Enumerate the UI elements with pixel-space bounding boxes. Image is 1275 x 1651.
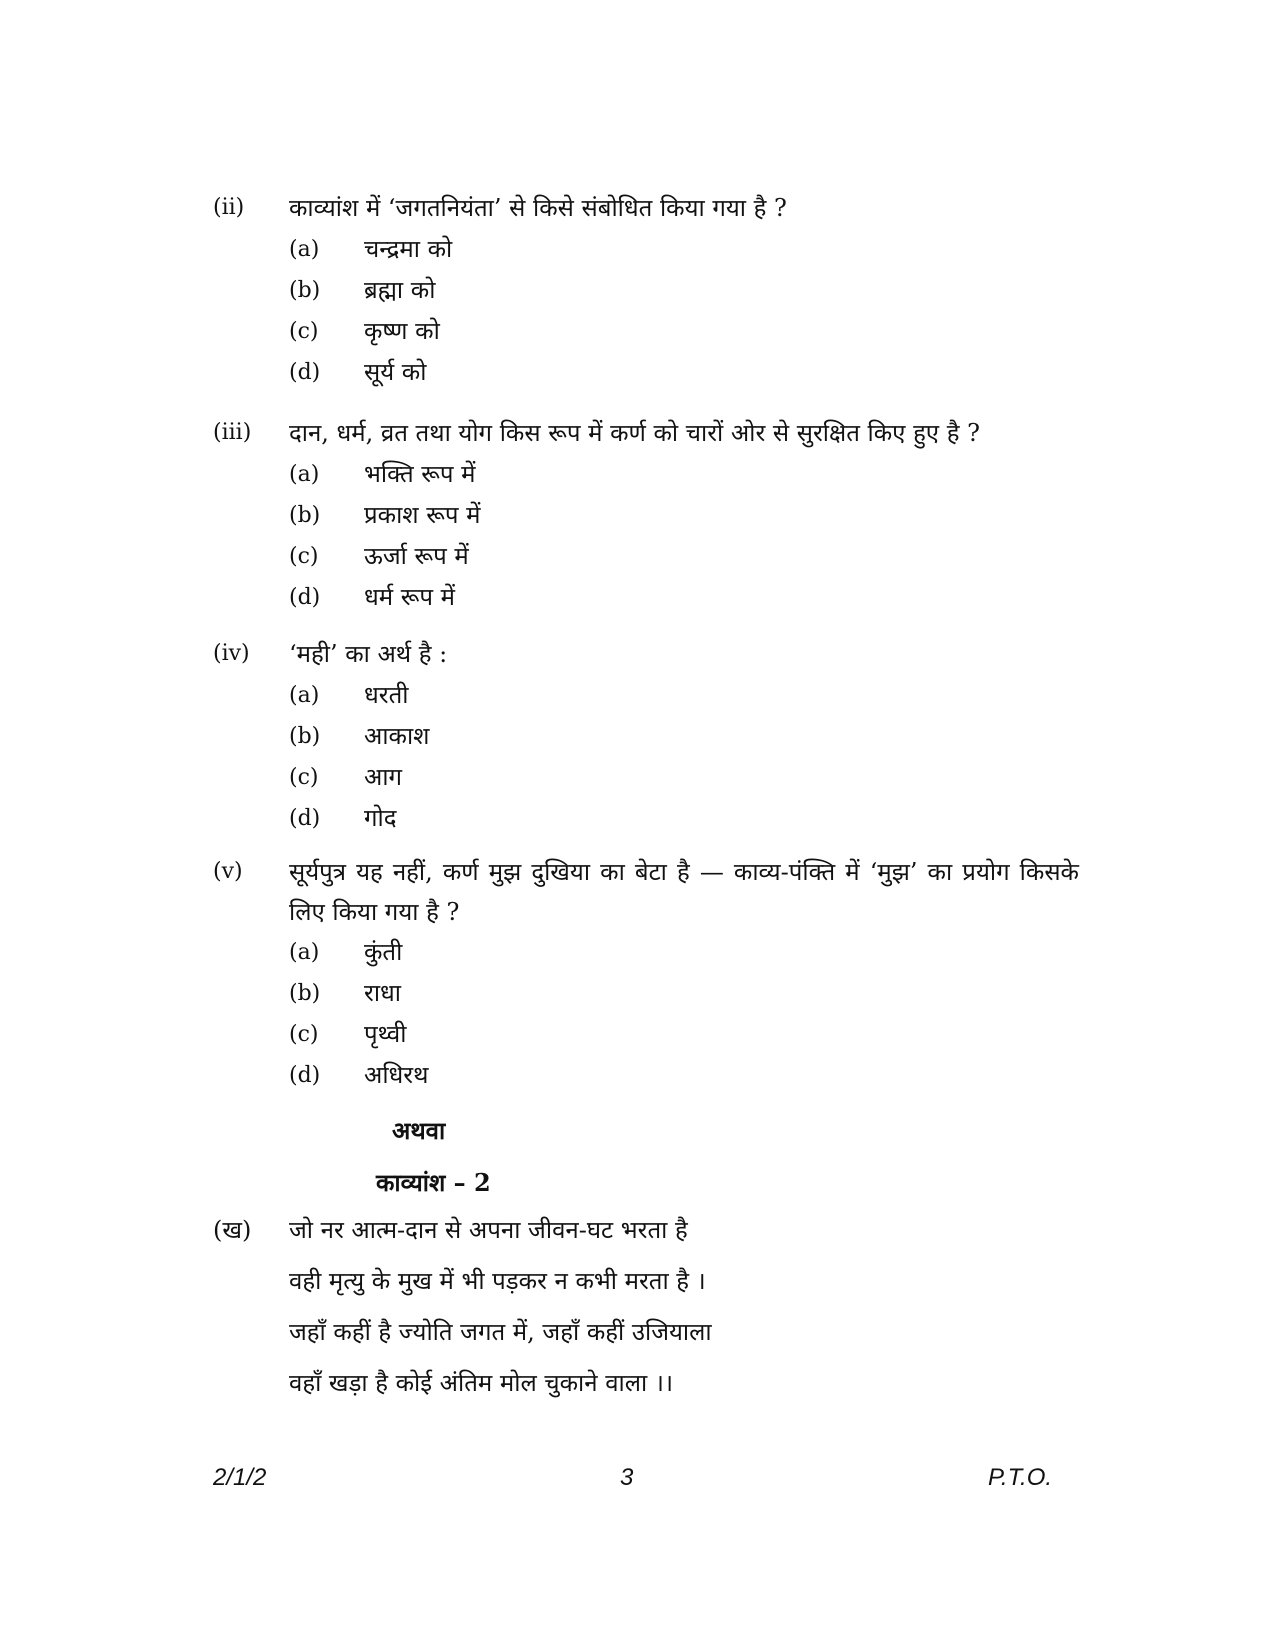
- question-text: दान, धर्म, व्रत तथा योग किस रूप में कर्ण को चारों ओर से सुरक्षित किए हुए है ?: [289, 419, 980, 447]
- option-label: (c): [289, 319, 319, 344]
- option-text: धरती: [364, 681, 409, 709]
- option-d: [289, 577, 889, 618]
- option-text: ब्रह्मा को: [364, 276, 436, 304]
- page-number: 3: [620, 1464, 634, 1491]
- option-text: पृथ्वी: [364, 1020, 407, 1048]
- option-label: (c): [289, 765, 319, 790]
- option-label: (b): [289, 724, 321, 749]
- poem-line: जो नर आत्म-दान से अपना जीवन-घट भरता है: [289, 1216, 688, 1244]
- option-text: आकाश: [364, 722, 430, 750]
- option-text: आग: [364, 763, 403, 791]
- option-label: (a): [289, 683, 320, 708]
- option-text: अधिरथ: [364, 1061, 429, 1089]
- paper-code: 2/1/2: [213, 1464, 267, 1491]
- option-label: (a): [289, 462, 320, 487]
- option-text: चन्द्रमा को: [364, 235, 453, 263]
- pto-label: P.T.O.: [988, 1464, 1053, 1491]
- option-a: [289, 675, 889, 716]
- option-c: [289, 757, 889, 798]
- option-text: राधा: [364, 979, 402, 1007]
- option-c: [289, 1014, 889, 1055]
- question-text: सूर्यपुत्र यह नहीं, कर्ण मुझ दुखिया का बेटा है — काव्य-पंक्ति में ‘मुझ’ का प्रयोग किसके लिए किया गया है ?: [289, 858, 1079, 926]
- option-label: (d): [289, 360, 321, 385]
- question-number: (iii): [213, 420, 252, 445]
- question-number: (iv): [213, 641, 250, 666]
- option-b: [289, 973, 889, 1014]
- option-b: [289, 495, 889, 536]
- separator-heading: अथवा: [392, 1116, 446, 1145]
- options-list: [289, 229, 889, 393]
- option-b: [289, 270, 889, 311]
- section-heading: काव्यांश – 2: [376, 1168, 491, 1197]
- options-list: [289, 932, 889, 1096]
- poem-line: वहाँ खड़ा है कोई अंतिम मोल चुकाने वाला ।।: [289, 1369, 674, 1397]
- option-c: [289, 536, 889, 577]
- option-text: गोद: [364, 804, 397, 832]
- option-label: (d): [289, 806, 321, 831]
- option-c: [289, 311, 889, 352]
- option-text: सूर्य को: [364, 358, 427, 386]
- options-list: [289, 454, 889, 618]
- option-label: (b): [289, 503, 321, 528]
- option-text: प्रकाश रूप में: [364, 501, 481, 529]
- option-text: कृष्ण को: [364, 317, 440, 345]
- question-number: (ii): [213, 195, 245, 220]
- question-text: काव्यांश में ‘जगतनियंता’ से किसे संबोधित किया गया है ?: [289, 194, 787, 222]
- option-text: धर्म रूप में: [364, 583, 456, 611]
- option-b: [289, 716, 889, 757]
- option-d: [289, 352, 889, 393]
- option-label: (c): [289, 544, 319, 569]
- question-text: ‘मही’ का अर्थ है :: [289, 640, 448, 668]
- poem-number: (ख): [213, 1216, 252, 1244]
- option-d: [289, 798, 889, 839]
- option-text: कुंती: [364, 938, 403, 966]
- option-label: (b): [289, 278, 321, 303]
- option-text: भक्ति रूप में: [364, 460, 476, 488]
- option-a: [289, 229, 889, 270]
- option-text: ऊर्जा रूप में: [364, 542, 469, 570]
- option-label: (d): [289, 585, 321, 610]
- option-label: (a): [289, 237, 320, 262]
- option-a: [289, 454, 889, 495]
- option-label: (c): [289, 1022, 319, 1047]
- option-label: (d): [289, 1063, 321, 1088]
- option-a: [289, 932, 889, 973]
- poem-line: वही मृत्यु के मुख में भी पड़कर न कभी मरता है ।: [289, 1267, 706, 1295]
- poem-line: जहाँ कहीं है ज्योति जगत में, जहाँ कहीं उजियाला: [289, 1318, 712, 1346]
- option-label: (a): [289, 940, 320, 965]
- option-d: [289, 1055, 889, 1096]
- question-number: (v): [213, 859, 243, 884]
- option-label: (b): [289, 981, 321, 1006]
- options-list: [289, 675, 889, 839]
